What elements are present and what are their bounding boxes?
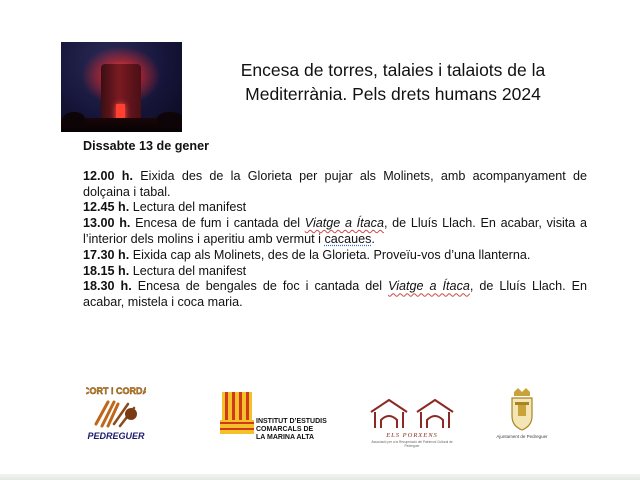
- els-porxens-logo: [367, 396, 457, 446]
- iec-line-1: INSTITUT D’ESTUDIS: [256, 418, 327, 425]
- schedule-item: [83, 169, 587, 201]
- title-line-2: Mediterrània. Pels drets humans 2024: [245, 84, 541, 104]
- schedule-text: .: [371, 231, 375, 246]
- schedule-item: [83, 264, 587, 280]
- schedule-time: 12.00 h.: [83, 168, 133, 183]
- song-title: Viatge a Ítaca: [388, 279, 470, 294]
- schedule-text: Encesa de fum i cantada del: [130, 216, 305, 231]
- event-date: Dissabte 13 de gener: [83, 139, 209, 153]
- cort-i-corda-title: CORT i CORDA: [86, 386, 146, 396]
- porxens-emblem: [367, 396, 457, 430]
- schedule-time: 12.45 h.: [83, 200, 130, 215]
- schedule-text: , de Lluís Llach. En acabar, visita a l’interior dels molins i aperitiu amb vermut i: [83, 216, 588, 246]
- schedule-time: 18.30 h.: [83, 279, 132, 294]
- iec-line-2: COMARCALS DE: [256, 426, 314, 433]
- page-title: [218, 58, 568, 106]
- iec-label: [256, 418, 336, 442]
- schedule-time: 17.30 h.: [83, 247, 130, 262]
- schedule-item: [83, 279, 587, 311]
- windmill-night-photo: [61, 42, 182, 132]
- iec-line-3: LA MARINA ALTA: [256, 434, 315, 441]
- schedule-text: Lectura del manifest: [129, 200, 247, 215]
- song-title: Viatge a Ítaca: [304, 216, 384, 231]
- iec-emblem: [220, 390, 254, 434]
- cort-i-corda-logo: [86, 384, 146, 442]
- ajuntament-name: Ajuntament de Pedreguer: [496, 434, 548, 439]
- footer-bar: [0, 474, 640, 480]
- schedule-item: [83, 200, 587, 216]
- schedule-item: [83, 248, 587, 264]
- event-schedule: [83, 139, 587, 311]
- schedule-text: Lectura del manifest: [129, 263, 247, 278]
- schedule-text: Encesa de bengales de foc i cantada del: [131, 279, 389, 294]
- schedule-text-underlined: cacaues: [324, 231, 372, 246]
- sponsor-logos: [0, 380, 640, 450]
- title-line-1: Encesa de torres, talaies i talaiots de la: [240, 60, 546, 80]
- schedule-time: 13.00 h.: [83, 216, 131, 231]
- schedule-text: Eixida des de la Glorieta per pujar als Molinets, amb acompanyament de dolçaina i tabal.: [83, 168, 587, 199]
- cort-i-corda-town: PEDREGUER: [87, 431, 145, 441]
- ajuntament-pedreguer-logo: [489, 386, 555, 442]
- porxens-name: ELS PORXENS: [386, 432, 438, 439]
- town-crest-icon: [489, 386, 555, 432]
- schedule-item: [83, 216, 587, 248]
- porxens-subtitle: Associació per a la Recuperació del Patrimoni Cultural de Pedreguer: [371, 440, 453, 448]
- iec-marina-alta-logo: [220, 390, 340, 441]
- cort-i-corda-emblem: [86, 384, 146, 442]
- schedule-time: 18.15 h.: [83, 263, 130, 278]
- schedule-text: , de Lluís Llach. En acabar, mistela i coca maria.: [83, 279, 587, 310]
- schedule-text: Eixida cap als Molinets, des de la Glorieta. Proveïu-vos d’una llanterna.: [129, 247, 531, 262]
